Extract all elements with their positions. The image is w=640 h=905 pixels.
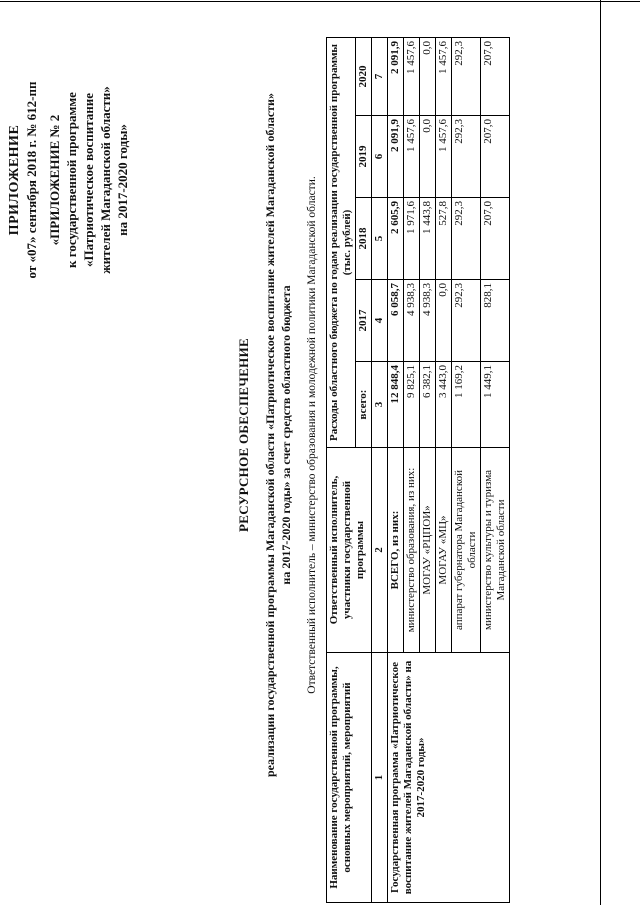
value-cell: 1 443,8 [420,198,436,280]
year-header: 2020 [356,37,372,115]
value-cell: 207,0 [481,37,510,115]
value-cell: 4 938,3 [404,280,420,362]
document-title [236,25,294,845]
table-header-row [327,37,356,902]
executor-cell: аппарат губернатора Магаданской области [452,448,481,653]
value-cell: 6 382,1 [420,362,436,448]
year-header: всего: [356,362,372,448]
value-cell: 292,3 [452,280,481,362]
title-line2: реализации государственной программы Магаданской области «Патриотическое воспитание жителей Магаданской области» [263,93,277,777]
page-edge-rule [0,1,640,2]
column-number: 2 [372,448,388,653]
appendix-header [6,15,131,345]
column-number: 3 [372,362,388,448]
year-header: 2018 [356,198,372,280]
value-cell: 527,8 [436,198,452,280]
appendix2-line7: на 2017-2020 годы» [115,124,130,236]
year-header: 2019 [356,116,372,198]
program-name-cell: Государственная программа «Патриотическое воспитание жителей Магаданской области» на 2017-2020 годы» [388,653,510,903]
appendix-date-line: от «07» сентября 2018 г. № 612-пп [24,81,39,279]
table-row [388,37,404,902]
value-cell: 1 971,6 [404,198,420,280]
value-cell: 207,0 [481,116,510,198]
column-number-row [372,37,388,902]
value-cell: 12 848,4 [388,362,404,448]
value-cell: 2 091,9 [388,37,404,115]
appendix2-line5: «Патриотическое воспитание [81,92,96,268]
executor-cell: ВСЕГО, из них: [388,448,404,653]
title-line3: на 2017-2020 годы» за счет средств областного бюджета [279,285,293,585]
col1-header: Наименование государственной программы, основных мероприятий, мероприятий [327,653,372,903]
executor-cell: МОГАУ «МЦ» [436,448,452,653]
value-cell: 6 058,7 [388,280,404,362]
value-cell: 292,3 [452,198,481,280]
page-bottom-rule [600,0,601,905]
value-cell: 0,0 [420,37,436,115]
appendix2-label: «ПРИЛОЖЕНИЕ № 2 [47,114,62,246]
executor-cell: министерство культуры и туризма Магаданской области [481,448,510,653]
executor-cell: МОГАУ «РЦПОИ» [420,448,436,653]
value-cell: 292,3 [452,116,481,198]
value-cell: 1 169,2 [452,362,481,448]
value-cell: 0,0 [436,280,452,362]
value-cell: 3 443,0 [436,362,452,448]
column-number: 1 [372,653,388,903]
value-cell: 828,1 [481,280,510,362]
value-cell: 2 605,9 [388,198,404,280]
appendix2-line4: к государственной программе [64,92,79,268]
appendix-label: ПРИЛОЖЕНИЕ [7,124,22,236]
column-number: 7 [372,37,388,115]
value-cell: 1 457,6 [404,37,420,115]
value-cell: 1 457,6 [436,37,452,115]
value-cell: 292,3 [452,37,481,115]
column-number: 4 [372,280,388,362]
value-cell: 2 091,9 [388,116,404,198]
resource-table [326,37,510,903]
responsible-executor-note: Ответственный исполнитель – министерство образования и молодежной политики Магаданской области. [306,176,318,694]
title-main: РЕСУРСНОЕ ОБЕСПЕЧЕНИЕ [236,338,251,532]
col3-header: Расходы областного бюджета по годам реализации государственной программы (тыс. рублей) [327,37,356,447]
col2-header: Ответственный исполнитель, участники государственной программы [327,448,372,653]
value-cell: 207,0 [481,198,510,280]
appendix2-line6: жителей Магаданской области» [98,86,113,274]
value-cell: 9 825,1 [404,362,420,448]
value-cell: 1 457,6 [436,116,452,198]
column-number: 5 [372,198,388,280]
value-cell: 4 938,3 [420,280,436,362]
value-cell: 1 457,6 [404,116,420,198]
executor-cell: министерство образования, из них: [404,448,420,653]
column-number: 6 [372,116,388,198]
year-header: 2017 [356,280,372,362]
value-cell: 1 449,1 [481,362,510,448]
value-cell: 0,0 [420,116,436,198]
